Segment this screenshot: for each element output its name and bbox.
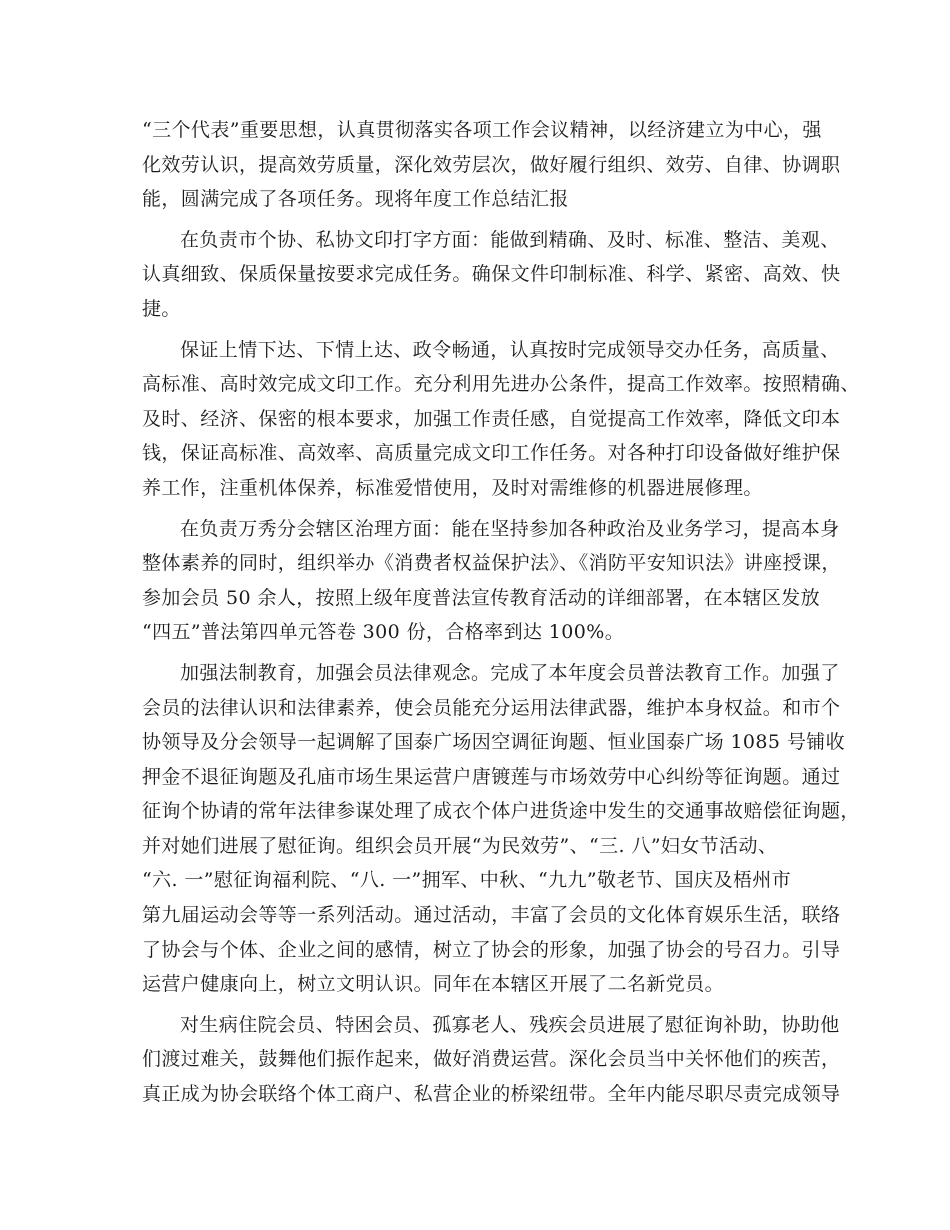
text-line: 加强法制教育，加强会员法律观念。完成了本年度会员普法教育工作。加强了 — [180, 661, 840, 684]
text-line: 在负责市个协、私协文印打字方面：能做到精确、及时、标准、整洁、美观、 — [180, 228, 840, 251]
text-line: 参加会员 50 余人，按照上级年度普法宣传教育活动的详细部署，在本辖区发放 — [142, 586, 821, 609]
text-line: 在负责万秀分会辖区治理方面：能在坚持参加各种政治及业务学习，提高本身 — [180, 517, 840, 540]
text-line: 化效劳认识，提高效劳质量，深化效劳层次，做好履行组织、效劳、自律、协调职 — [142, 153, 841, 176]
text-line: 会员的法律认识和法律素养，使会员能充分运用法律武器，维护本身权益。和市个 — [142, 696, 841, 719]
text-line: 征询个协请的常年法律参谋处理了成衣个体户进货途中发生的交通事故赔偿征询题， — [142, 800, 860, 823]
text-line: 们渡过难关，鼓舞他们振作起来，做好消费运营。深化会员当中关怀他们的疾苦， — [142, 1048, 841, 1071]
text-line: 认真细致、保质保量按要求完成任务。确保文件印制标准、科学、紧密、高效、快 — [142, 263, 841, 286]
paragraph — [142, 1008, 841, 1112]
text-line: 第九届运动会等等一系列活动。通过活动，丰富了会员的文化体育娱乐生活，联络 — [142, 904, 841, 927]
text-line: 押金不退征询题及孔庙市场生果运营户唐镀莲与市场效劳中心纠纷等征询题。通过 — [142, 765, 841, 788]
text-line: 并对她们进展了慰征询。组织会员开展“为民效劳”、“三. 八”妇女节活动、 — [142, 834, 778, 857]
text-line: “三个代表”重要思想，认真贯彻落实各项工作会议精神，以经济建立为中心，强 — [142, 119, 822, 141]
text-line: 协领导及分会领导一起调解了国泰广场因空调征询题、恒业国泰广场 1085 号铺收 — [142, 731, 846, 754]
text-line: 保证上情下达、下情上达、政令畅通，认真按时完成领导交办任务，高质量、 — [180, 338, 840, 361]
text-line: 高标准、高时效完成文印工作。充分利用先进办公条件，提高工作效率。按照精确、 — [142, 373, 860, 396]
text-line: 对生病住院会员、特困会员、孤寡老人、残疾会员进展了慰征询补助，协助他 — [180, 1013, 840, 1036]
paragraph — [142, 512, 841, 650]
text-line: 捷。 — [142, 297, 181, 320]
paragraph — [142, 113, 841, 217]
text-line: 了协会与个体、企业之间的感情，树立了协会的形象，加强了协会的号召力。引导 — [142, 938, 841, 961]
text-line: “六. 一”慰征询福利院、“八. 一”拥军、中秋、“九九”敬老节、国庆及梧州市 — [142, 869, 792, 892]
text-line: 整体素养的同时，组织举办《消费者权益保护法》、《消防平安知识法》讲座授课， — [142, 552, 841, 575]
text-line: “四五”普法第四单元答卷 300 份，合格率到达 100%。 — [142, 621, 625, 644]
text-line: 钱，保证高标准、高效率、高质量完成文印工作任务。对各种打印设备做好维护保 — [142, 442, 841, 465]
text-line: 运营户健康向上，树立文明认识。同年在本辖区开展了二名新党员。 — [142, 973, 725, 996]
paragraph — [142, 223, 841, 327]
text-line: 真正成为协会联络个体工商户、私营企业的桥梁纽带。全年内能尽职尽责完成领导 — [142, 1083, 841, 1106]
document-body — [142, 113, 860, 1112]
text-line: 及时、经济、保密的根本要求，加强工作责任感，自觉提高工作效率，降低文印本 — [142, 407, 841, 430]
text-line: 能，圆满完成了各项任务。现将年度工作总结汇报 — [142, 188, 569, 211]
paragraph — [142, 333, 860, 506]
text-line: 养工作，注重机体保养，标准爱惜使用，及时对需维修的机器进展修理。 — [142, 476, 763, 499]
paragraph — [142, 656, 860, 1002]
